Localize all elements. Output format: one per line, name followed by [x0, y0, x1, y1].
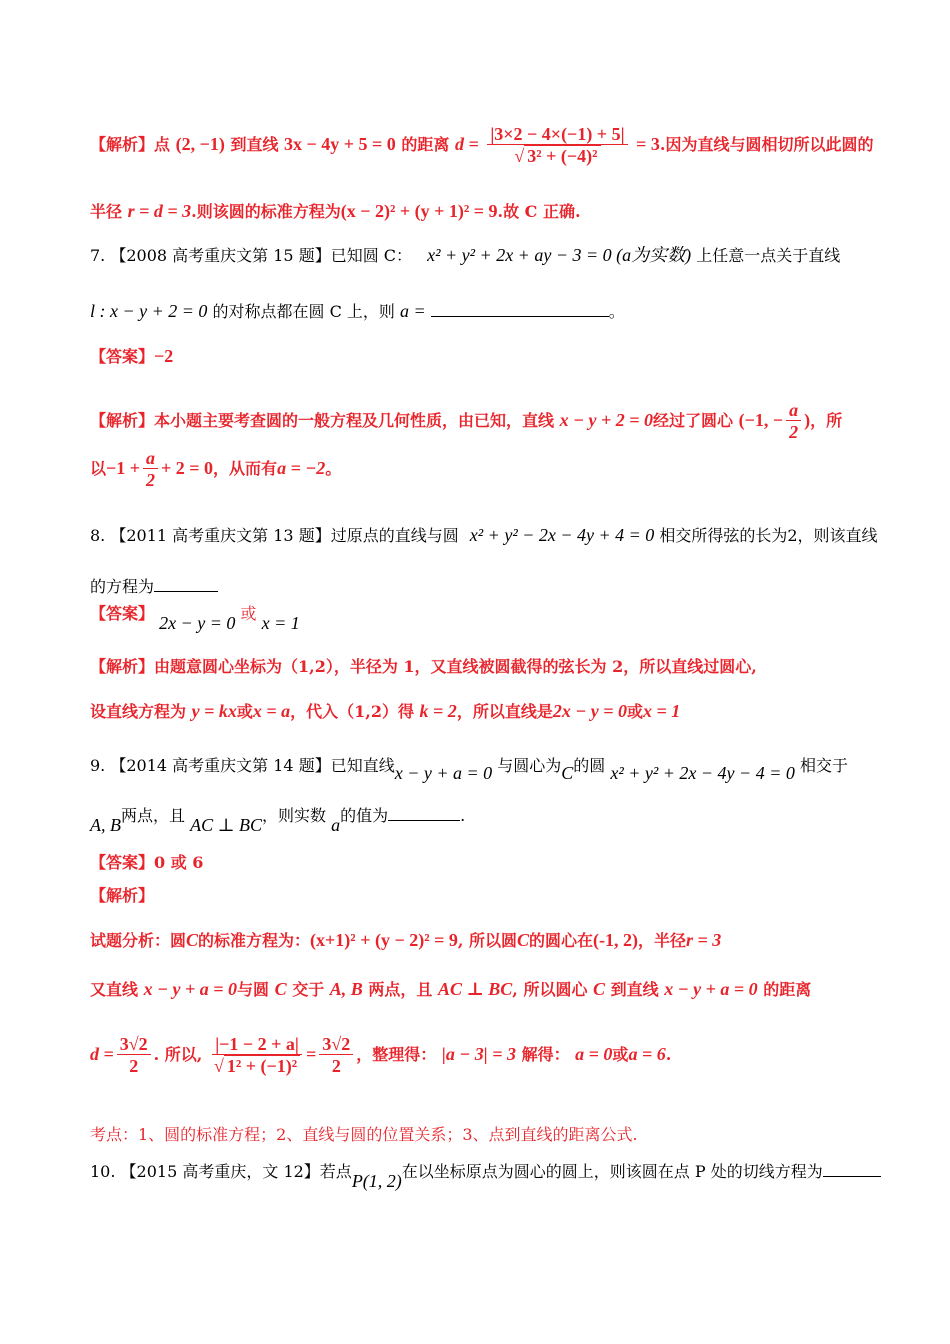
text: ，从而有 [213, 459, 278, 478]
abs-equation: |a − 3| = 3 [441, 1044, 516, 1064]
line-equation: x − y + a = 0 [664, 979, 758, 999]
c-symbol: C [561, 763, 574, 783]
solution-tag: 【解析】 [90, 135, 155, 154]
c-symbol: C [186, 930, 199, 950]
point-p: P(1, 2) [351, 1171, 402, 1191]
equation: y = kx [191, 701, 237, 721]
result-fraction [319, 1034, 353, 1077]
fraction-denominator: √ 3² + (−4)² [511, 145, 603, 167]
text: ，半径 [638, 931, 687, 950]
line-equation: x − y + 2 = 0 [559, 410, 654, 430]
fraction-numerator: 3√2 [319, 1034, 353, 1055]
text: 的圆心在 [529, 931, 594, 950]
text: 两点，且 [368, 980, 433, 999]
result: a = −2 [277, 458, 326, 478]
text: ，所以直线是 [456, 702, 553, 721]
q9-solution-line2 [90, 978, 811, 1001]
text: 的标准方程为： [198, 931, 311, 950]
text: 与圆 [237, 980, 270, 999]
solution-tag: 【解析】 [90, 411, 155, 430]
text: 在以坐标原点为圆心的圆上，则该圆在点 P 处的切线方程为 [401, 1162, 823, 1181]
radius: r = 3 [686, 930, 722, 950]
text: 上任意一点关于直线 [696, 246, 841, 265]
question-source: 【2015 高考重庆，文 12】若点 [120, 1162, 352, 1181]
text: 的对称点都在圆 C 上，则 [212, 302, 395, 321]
q9-answer [90, 852, 203, 874]
question-number: 10. [90, 1162, 116, 1181]
text: 由题意圆心坐标为（1,2），半径为 1，又直线被圆截得的弦长为 2，所以直线过圆心, [154, 657, 757, 676]
text: . [665, 1045, 672, 1064]
distance-fraction [487, 124, 627, 167]
text: .则该圆的标准方程为 [191, 202, 341, 221]
q7-solution-line1 [90, 398, 842, 442]
fraction-numerator: |3×2 − 4×(−1) + 5| [487, 124, 627, 145]
center-open: (−1, − [738, 410, 784, 430]
answer-blank[interactable] [154, 575, 218, 592]
point: (2, −1) [175, 134, 225, 154]
center-fraction [786, 400, 801, 443]
equation: 2x − y = 0 [552, 701, 627, 721]
q9-solution-tag [90, 885, 154, 907]
q7-stem-line2 [90, 300, 625, 323]
c-symbol: C [274, 979, 287, 999]
question-number: 9. [90, 756, 106, 775]
a-symbol: a [331, 815, 341, 835]
text: ，则实数 [262, 806, 327, 825]
text: 两点，且 [121, 806, 186, 825]
text: 的值为 [340, 806, 389, 825]
text: 的距离 [763, 980, 812, 999]
answer-2: a = 6 [628, 1044, 666, 1064]
q8-stem-line2 [90, 575, 218, 598]
answer-tag: 【答案】 [90, 853, 155, 872]
text: ，代入（1,2）得 [290, 702, 414, 721]
fraction-denominator: 2 [129, 1056, 139, 1076]
knowledge-points: 考点：1、圆的标准方程；2、直线与圆的位置关系；3、点到直线的距离公式. [90, 1125, 638, 1144]
question-source: 【2008 高考重庆文第 15 题】已知圆 C： [110, 246, 413, 265]
line-equation: x − y + a = 0 [143, 979, 238, 999]
text: ，所 [810, 411, 843, 430]
text: 到直线 [610, 980, 659, 999]
text: 经过了圆心 [653, 411, 734, 430]
text: 到直线 [230, 135, 279, 154]
distance-formula-fraction [211, 1034, 303, 1077]
circle-equation: x² + y² − 2x − 4y + 4 = 0 [469, 525, 655, 545]
solution-tag: 【解析】 [90, 657, 155, 676]
fraction-denominator: 2 [789, 422, 799, 442]
q8-solution-line2 [90, 700, 680, 723]
text: .因为直线与圆相切所以此圆的 [659, 135, 874, 154]
text: 解得： [521, 1045, 570, 1064]
q9-solution-line1 [90, 929, 721, 952]
text: ，整理得： [356, 1045, 437, 1064]
q7-solution-line2 [90, 446, 341, 490]
radius-equation: r = d = 3 [127, 201, 192, 221]
text: 与圆心为 [497, 756, 562, 775]
perpendicular-condition: AC ⊥ BC [437, 979, 513, 999]
points-ab: A, B [329, 979, 363, 999]
q8-solution-line1 [90, 656, 757, 678]
fraction-denominator: 2 [146, 470, 156, 490]
text: 点 [154, 135, 171, 154]
line-equation: 3x − 4y + 5 = 0 [284, 134, 396, 154]
question-source: 【2014 高考重庆文第 14 题】已知直线 [110, 756, 395, 775]
points-ab: A, B [90, 815, 121, 835]
fraction-numerator: 3√2 [117, 1034, 151, 1055]
text: 以 [90, 459, 107, 478]
q8-answer [90, 602, 300, 634]
perpendicular-condition: AC ⊥ BC [190, 815, 263, 835]
fraction-numerator: a [143, 448, 158, 469]
text: .故 C 正确. [497, 202, 581, 221]
center: (-1, 2) [593, 930, 639, 950]
question-source: 【2011 高考重庆文第 13 题】过原点的直线与圆 [110, 526, 459, 545]
answer-tag: 【答案】 [90, 604, 155, 623]
circle-equation: (x − 2)² + (y + 1)² = 9 [340, 201, 498, 221]
c-symbol: C [517, 930, 530, 950]
line-equation: l : x − y + 2 = 0 [90, 301, 208, 321]
answer-blank[interactable] [431, 300, 609, 317]
fraction-numerator: a [786, 400, 801, 421]
text: 或 [236, 702, 253, 721]
sqrt-content: 1² + (−1)² [224, 1055, 300, 1076]
text: 本小题主要考查圆的一般方程及几何性质，由已知，直线 [154, 411, 555, 430]
text: 的方程为 [90, 577, 155, 596]
circle-equation: x² + y² + 2x − 4y − 4 = 0 [610, 763, 795, 783]
q6-solution-line1 [90, 118, 873, 170]
question-number: 8. [90, 526, 106, 545]
q9-kaodian [90, 1124, 638, 1146]
equation: x = 1 [643, 701, 681, 721]
q9-stem-line1 [90, 754, 848, 786]
center-close: ) [804, 410, 811, 430]
result: = 3 [636, 134, 660, 154]
answer-1: a = 0 [575, 1044, 613, 1064]
expr-fraction [143, 448, 158, 491]
a-label: a = [400, 301, 426, 321]
answer-blank[interactable] [823, 1160, 881, 1177]
answer-blank[interactable] [388, 804, 460, 821]
d-label: d = [90, 1044, 114, 1064]
q8-stem-line1 [90, 524, 878, 547]
answer-value: −2 [154, 346, 174, 366]
text: , 所以圆心 [512, 980, 588, 999]
q7-answer [90, 345, 173, 368]
text: 又直线 [90, 980, 139, 999]
equals-sign: = [306, 1044, 317, 1064]
text: 。 [608, 302, 625, 321]
sqrt-content: 3² + (−4)² [524, 145, 600, 166]
circle-equation: (x+1)² + (y − 2)² = 9 [310, 930, 458, 950]
text: , 所以圆 [457, 931, 517, 950]
fraction-denominator: √ 1² + (−1)² [211, 1055, 303, 1077]
answer-equation: 2x − y = 0 [159, 613, 236, 633]
distance-fraction [117, 1034, 151, 1077]
line-equation: x − y + a = 0 [394, 763, 493, 783]
text: 。 [325, 459, 342, 478]
c-symbol: C [593, 979, 606, 999]
text: 的圆 [573, 756, 606, 775]
question-number: 7. [90, 246, 106, 265]
q9-stem-line2 [90, 804, 465, 836]
fraction-denominator: 2 [331, 1056, 341, 1076]
solution-tag: 【解析】 [90, 886, 155, 905]
text: 试题分析：圆 [90, 931, 187, 950]
q9-solution-line3 [90, 1022, 671, 1086]
fraction-numerator: |−1 − 2 + a| [212, 1034, 302, 1055]
expr: −1 + [106, 458, 141, 478]
text: 相交于 [799, 756, 848, 775]
text: 或 [240, 604, 257, 623]
equation: x = a [252, 701, 291, 721]
text: 的距离 [401, 135, 450, 154]
q6-solution-line2 [90, 200, 581, 223]
text: 交于 [292, 980, 325, 999]
text: 设直线方程为 [90, 702, 187, 721]
answer-equation: x = 1 [261, 613, 300, 633]
answer-value: 0 或 6 [154, 853, 204, 872]
q7-stem-line1 [90, 244, 840, 267]
expr: + 2 = 0 [161, 458, 214, 478]
text: 或 [626, 702, 643, 721]
text: 或 [612, 1045, 629, 1064]
circle-equation: x² + y² + 2x + ay − 3 = 0 (a为实数) [427, 245, 692, 265]
q10-stem [90, 1160, 881, 1192]
text: . 所以, [153, 1045, 203, 1064]
text: 相交所得弦的长为2，则该直线 [659, 526, 878, 545]
d-label: d = [454, 134, 479, 154]
text: 半径 [90, 202, 123, 221]
answer-tag: 【答案】 [90, 347, 155, 366]
text: . [460, 806, 466, 825]
equation: k = 2 [419, 701, 457, 721]
